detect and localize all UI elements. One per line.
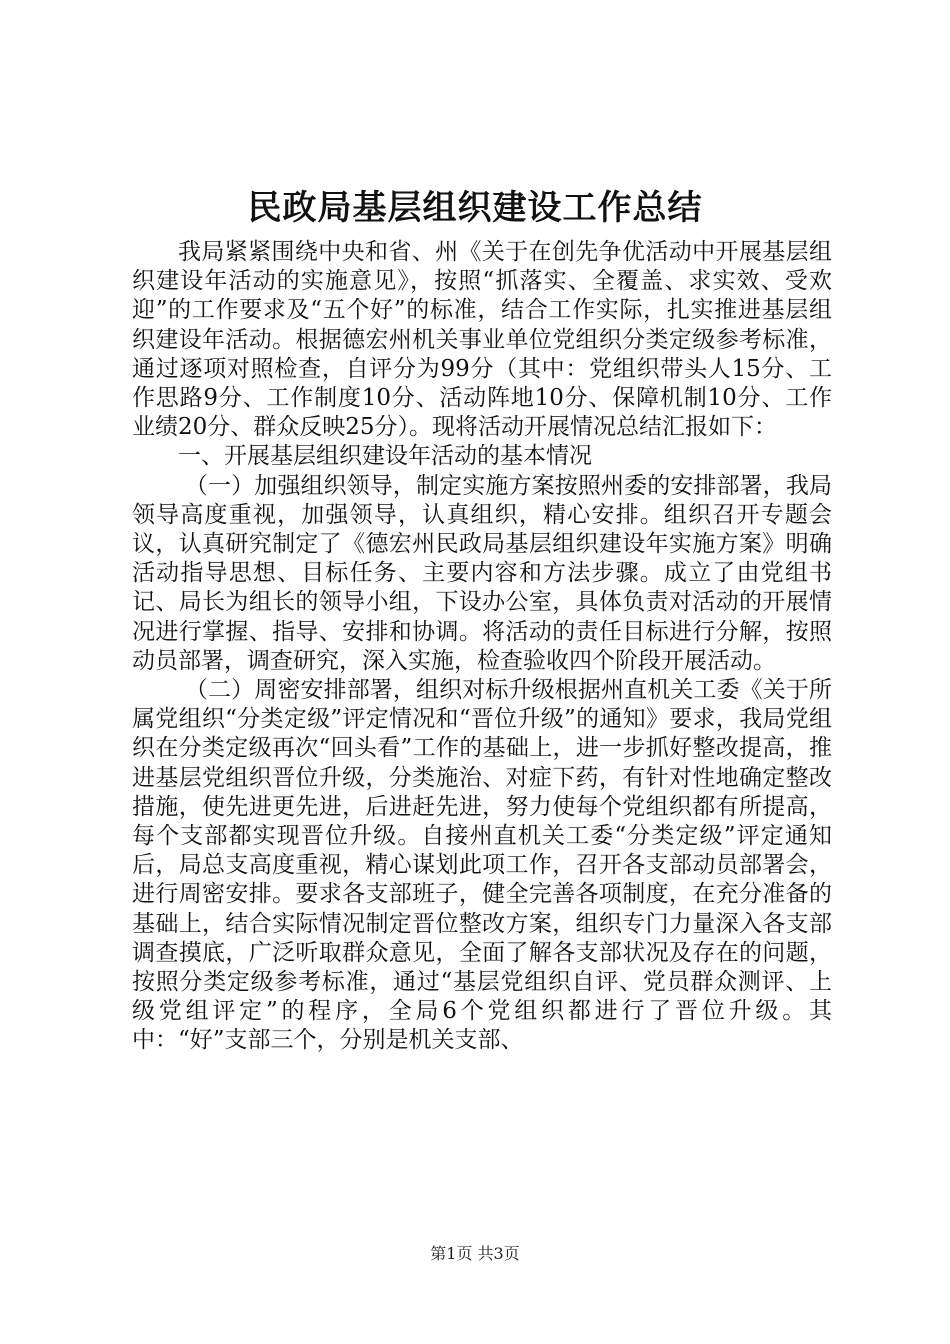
page-footer: 第1页 共3页 [430,1244,520,1263]
document-title: 民政局基层组织建设工作总结 [247,188,703,228]
intro-paragraph: 我局紧紧围绕中央和省、州《关于在创先争优活动中开展基层组织建设年活动的实施意见》，按照“抓落实、全覆盖、求实效、受欢迎”的工作要求及“五个好”的标准，结合工作实际，扎实推进基层组织建设年活动。根据德宏州机关事业单位党组织分类定级参考标准，通过逐项对照检查，自评分为99分（其中：党组织带头人15分、工作思路9分、工作制度10分、活动阵地10分、保障机制10分、工作业绩20分、群众反映25分）。现将活动开展情况总结汇报如下： [132,239,832,441]
subsection-paragraph-2: （二）周密安排部署，组织对标升级根据州直机关工委《关于所属党组织“分类定级”评定情况和“晋位升级”的通知》要求，我局党组织在分类定级再次“回头看”工作的基础上，进一步抓好整改提高，推进基层党组织晋位升级，分类施治、对症下药，有针对性地确定整改措施，使先进更先进，后进赶先进，努力使每个党组织都有所提高，每个支部都实现晋位升级。自接州直机关工委“分类定级”评定通知后，局总支高度重视，精心谋划此项工作，召开各支部动员部署会，进行周密安排。要求各支部班子，健全完善各项制度，在充分准备的基础上，结合实际情况制定晋位整改方案，组织专门力量深入各支部调查摸底，广泛听取群众意见，全面了解各支部状况及存在的问题，按照分类定级参考标准，通过“基层党组织自评、党员群众测评、上级党组评定”的程序，全局6个党组织都进行了晋位升级。其中：“好”支部三个，分别是机关支部、 [132,677,832,1054]
section-heading: 一、开展基层组织建设年活动的基本情况 [178,443,592,470]
document-body [132,238,832,1056]
subsection-paragraph-1: （一）加强组织领导，制定实施方案按照州委的安排部署，我局领导高度重视，加强领导，认真组织，精心安排。组织召开专题会议，认真研究制定了《德宏州民政局基层组织建设年实施方案》明确活动指导思想、目标任务、主要内容和方法步骤。成立了由党组书记、局长为组长的领导小组，下设办公室，具体负责对活动的开展情况进行掌握、指导、安排和协调。将活动的责任目标进行分解，按照动员部署，调查研究，深入实施，检查验收四个阶段开展活动。 [132,472,832,674]
